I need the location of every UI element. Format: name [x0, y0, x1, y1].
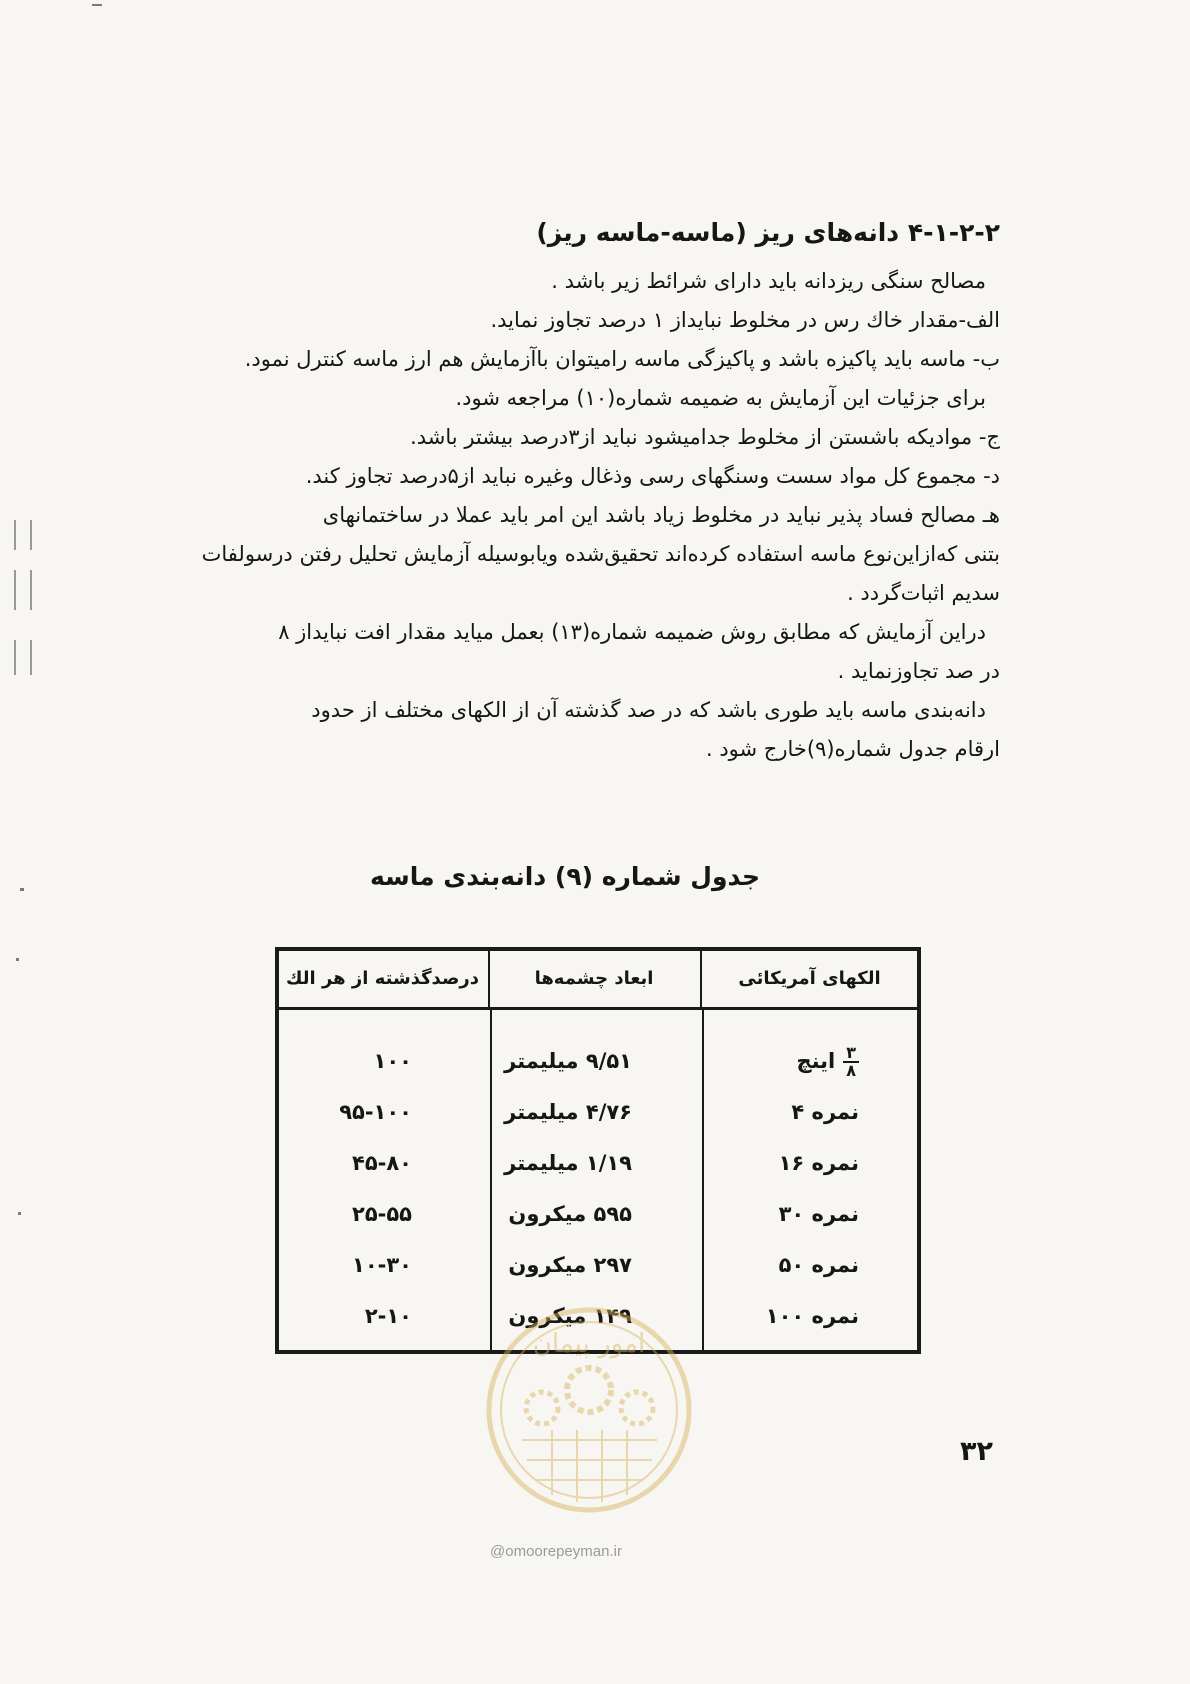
sieve-cell: نمره ۱۰۰ [765, 1304, 859, 1328]
body-line: ب- ماسه باید پاکیزه باشد و پاکیزگی ماسه رامیتوان باآزمایش هم ارز ماسه کنترل نمود. [244, 347, 1000, 371]
watermark-logo [482, 1290, 697, 1530]
watermark-url: @omoorepeyman.ir [490, 1543, 622, 1560]
scan-speck [16, 958, 19, 961]
size-cell: ۱۴۹ میکرون [508, 1304, 632, 1328]
scan-speck [92, 4, 102, 6]
sieve-cell [719, 1041, 859, 1092]
scan-mark [30, 640, 32, 675]
size-cell: ۵۹۵ میکرون [508, 1202, 632, 1226]
scan-speck [20, 888, 24, 891]
table-row [279, 1092, 917, 1143]
table-row [279, 1245, 917, 1296]
header-percent-passing: درصدگذشته از هر الك [277, 951, 490, 1007]
passing-cell: ۱۰-۳۰ [352, 1253, 412, 1277]
body-line: الف-مقدار خاك رس در مخلوط نبایداز ۱ درصد تجاوز نماید. [490, 308, 1000, 332]
size-cell: ۴/۷۶ میلیمتر [504, 1100, 632, 1124]
sieve-cell: نمره ۳۰ [778, 1202, 859, 1226]
header-sieve: الکهای آمریکائی [738, 968, 881, 989]
body-line: ارقام جدول شماره(۹)خارج شود . [705, 737, 1000, 761]
scan-speck [18, 1212, 21, 1215]
fraction-unit: اینچ [796, 1049, 836, 1073]
body-line: هـ مصالح فساد پذیر نباید در مخلوط زیاد باشد این امر باید عملا در ساختمانهای [322, 503, 1000, 527]
scan-mark [14, 640, 16, 675]
table-title [0, 862, 890, 891]
body-line: ج- موادیکه باشستن از مخلوط جدامیشود نباید از۳درصد بیشتر باشد. [410, 425, 1000, 449]
table-title-text: جدول شماره (۹) دانه‌بندی ماسه [369, 862, 760, 891]
body-line: برای جزئیات این آزمایش به ضمیمه شماره(۱۰) مراجعه شود. [455, 386, 986, 410]
section-body [190, 262, 1000, 769]
header-opening-size: ابعاد چشمه‌ها [488, 951, 702, 1007]
body-line: دانه‌بندی ماسه باید طوری باشد که در صد گذشته آن از الکهای مختلف از حدود [311, 698, 986, 722]
table-row [279, 1194, 917, 1245]
scan-mark [30, 520, 32, 550]
size-cell: ۹/۵۱ میلیمتر [504, 1049, 632, 1073]
watermark-logo-text: امور پیمان [532, 1329, 646, 1359]
passing-cell: ۲۵-۵۵ [352, 1202, 412, 1226]
passing-cell: ۱۰۰ [373, 1049, 412, 1073]
scan-mark [14, 520, 16, 550]
fraction-numerator: ۳ [843, 1045, 859, 1063]
fraction [843, 1045, 859, 1079]
sieve-cell: نمره ۵۰ [778, 1253, 859, 1277]
size-cell: ۲۹۷ میکرون [508, 1253, 632, 1277]
body-line: مصالح سنگی ریزدانه باید دارای شرائط زیر باشد . [551, 269, 986, 293]
passing-cell: ۲-۱۰ [364, 1304, 412, 1328]
section-heading: ۴-۱-۲-۲ دانه‌های ریز (ماسه-ماسه ریز) [536, 218, 1000, 247]
table-header-row [279, 951, 917, 1010]
body-line: در صد تجاوزنماید . [837, 659, 1000, 683]
body-line: بتنی که‌ازاین‌نوع ماسه استفاده کرده‌اند تحقیق‌شده ویابوسیله آزمایش تحلیل رفتن درسولفات [201, 542, 1000, 566]
sieve-cell: نمره ۱۶ [778, 1151, 859, 1175]
passing-cell: ۹۵-۱۰۰ [339, 1100, 412, 1124]
body-line: دراین آزمایش که مطابق روش ضمیمه شماره(۱۳) بعمل میاید مقدار افت نبایداز ۸ [278, 620, 986, 644]
body-line: د- مجموع کل مواد سست وسنگهای رسی وذغال وغیره نباید از۵درصد تجاوز کند. [305, 464, 1000, 488]
size-cell: ۱/۱۹ میلیمتر [504, 1151, 632, 1175]
table-row [279, 1143, 917, 1194]
page-number: ۳۲ [960, 1436, 993, 1467]
scan-mark [30, 570, 32, 610]
fraction-denominator: ۸ [846, 1061, 856, 1080]
scan-mark [14, 570, 16, 610]
sieve-cell: نمره ۴ [791, 1100, 859, 1124]
body-line: سدیم اثبات‌گردد . [847, 581, 1000, 605]
passing-cell: ۴۵-۸۰ [352, 1151, 412, 1175]
table-row [279, 1041, 917, 1092]
